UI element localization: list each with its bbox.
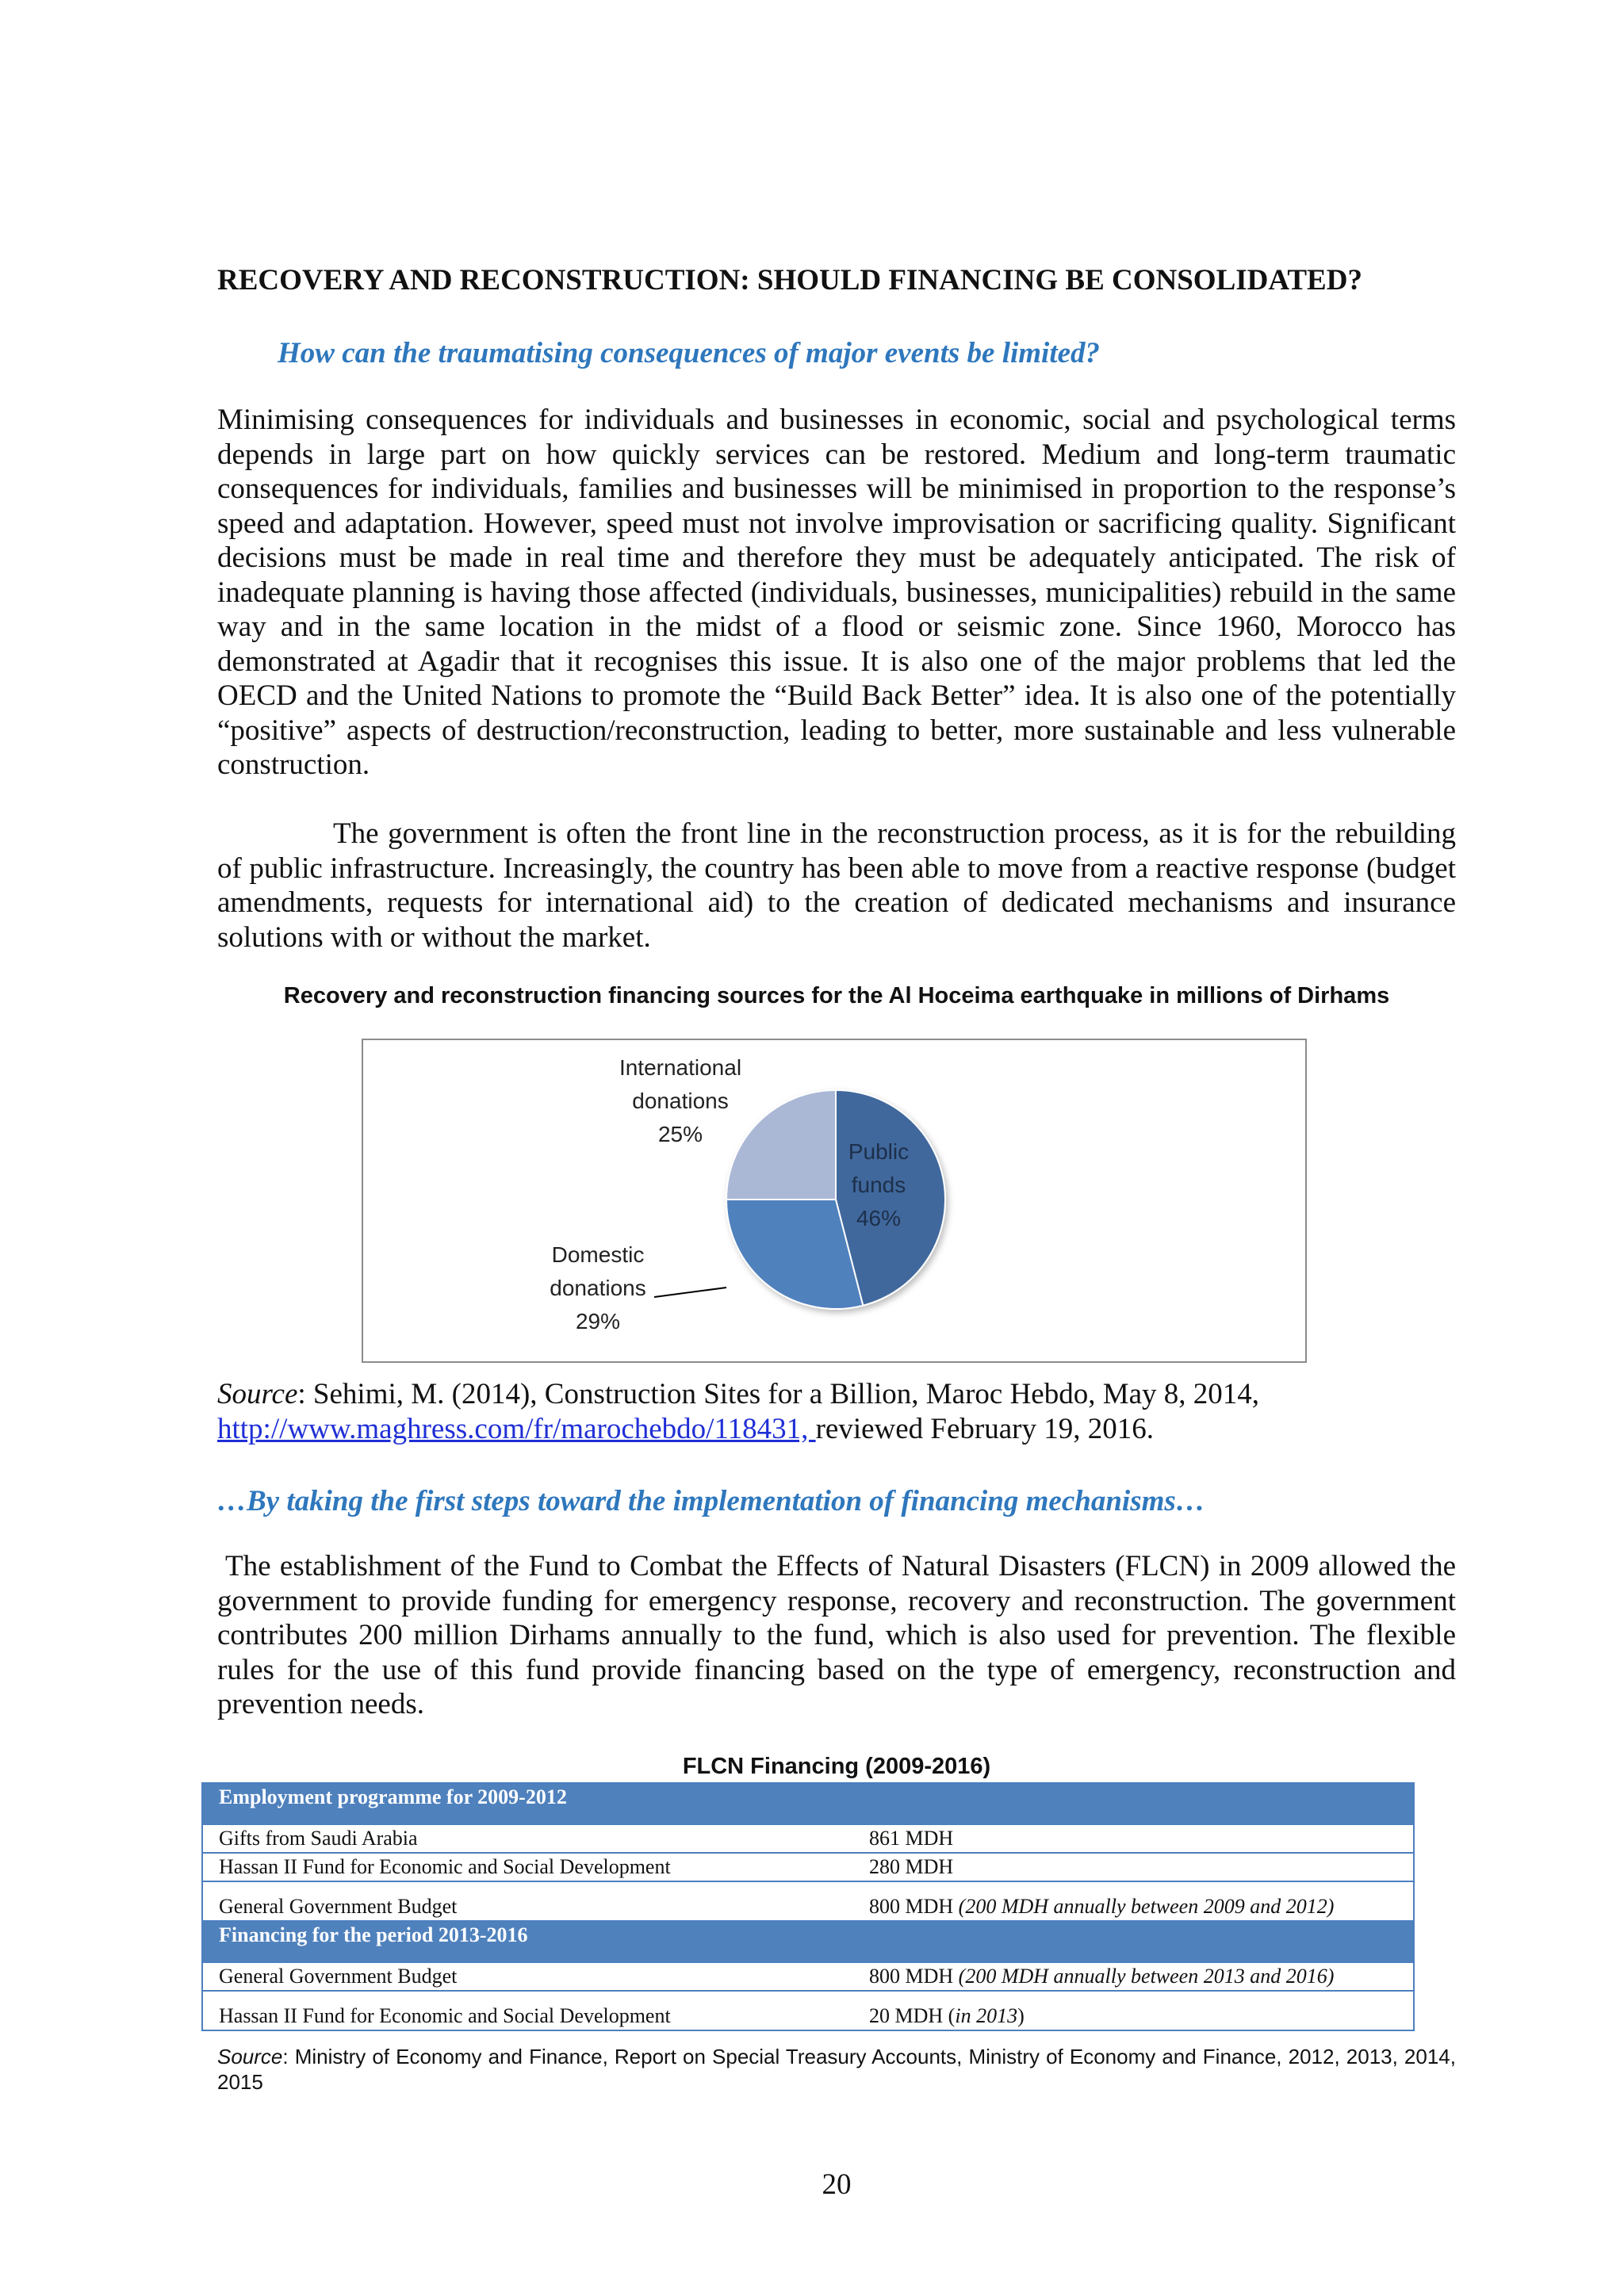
row-amount: 280 MDH xyxy=(853,1853,1414,1881)
domestic-leader-line xyxy=(654,1288,726,1297)
pie-chart xyxy=(363,1040,1305,1361)
section-header-2013-2016: Financing for the period 2013-2016 xyxy=(202,1921,1414,1962)
section-heading: RECOVERY AND RECONSTRUCTION: SHOULD FINANCING BE CONSOLIDATED? xyxy=(217,264,1362,297)
row-note-close: ) xyxy=(1017,2004,1025,2027)
source-link[interactable]: http://www.maghress.com/fr/marochebdo/118431, xyxy=(217,1413,816,1445)
chart-source xyxy=(217,1377,1456,1447)
table-row xyxy=(202,1962,1414,1991)
label-public-line1: Public xyxy=(848,1139,910,1164)
table-row xyxy=(202,1991,1414,2030)
label-international-line2: donations xyxy=(632,1089,729,1113)
row-note: (200 MDH annually between 2013 and 2016) xyxy=(958,1965,1335,1988)
row-note: in 2013 xyxy=(955,2004,1018,2027)
table-title: FLCN Financing (2009-2016) xyxy=(682,1754,991,1779)
source-label: Source xyxy=(217,1378,298,1410)
row-amount-cell xyxy=(853,1881,1414,1921)
section-header-2009-2012: Employment programme for 2009-2012 xyxy=(202,1783,1414,1824)
row-amount: 861 MDH xyxy=(853,1824,1414,1853)
row-label: Hassan II Fund for Economic and Social Development xyxy=(202,1991,853,2030)
table-row xyxy=(202,1824,1414,1853)
chart-title: Recovery and reconstruction financing sources for the Al Hoceima earthquake in millions of Dirhams xyxy=(283,983,1390,1008)
subheading-financing: …By taking the first steps toward the implementation of financing mechanisms… xyxy=(217,1485,1205,1517)
table-row xyxy=(202,1881,1414,1921)
source-text: : Sehimi, M. (2014), Construction Sites for a Billion, Maroc Hebdo, May 8, 2014, xyxy=(297,1378,1260,1410)
paragraph-2: The government is often the front line in the reconstruction process, as it is for the rebuilding of public infrastructure. Increasingly, the country has been able to move from a reactive response (budget amendments, requests for international aid) to the creation of dedicated mechanisms and insurance solutions with or without the market. xyxy=(217,817,1456,954)
table-source-text: : Ministry of Economy and Finance, Report on Special Treasury Accounts, Ministry of Economy and Finance, 2012, 2013, 2014, 2015 xyxy=(217,2045,1456,2094)
row-amount: 800 MDH xyxy=(869,1895,959,1918)
pie-slice-international-donations xyxy=(726,1090,836,1200)
paragraph-3: The establishment of the Fund to Combat the Effects of Natural Disasters (FLCN) in 2009 allowed the government to provide funding for emergency response, recovery and reconstruction. The government contributes 200 million Dirhams annually to the fund, which is also used for prevention. The flexible rules for the use of this fund provide financing based on the type of emergency, reconstruction and prevention needs. xyxy=(217,1550,1456,1720)
pie-chart-frame xyxy=(362,1039,1307,1363)
subheading-question: How can the traumatising consequences of major events be limited? xyxy=(278,337,1101,369)
row-label: Hassan II Fund for Economic and Social Development xyxy=(202,1853,853,1881)
label-domestic-line1: Domestic xyxy=(551,1242,645,1267)
row-label: Gifts from Saudi Arabia xyxy=(202,1824,853,1853)
source-after: reviewed February 19, 2016. xyxy=(815,1413,1154,1445)
page-number: 20 xyxy=(822,2168,852,2201)
row-note: (200 MDH annually between 2009 and 2012) xyxy=(958,1895,1335,1918)
label-domestic-line2: donations xyxy=(550,1276,646,1300)
label-domestic-pct: 29% xyxy=(575,1309,621,1334)
table-row xyxy=(202,1853,1414,1881)
row-label: General Government Budget xyxy=(202,1881,853,1921)
row-label: General Government Budget xyxy=(202,1962,853,1991)
label-public-pct: 46% xyxy=(856,1206,902,1230)
row-amount-cell xyxy=(853,1991,1414,2030)
flcn-financing-table xyxy=(201,1782,1415,2031)
table-source-label: Source xyxy=(217,2045,283,2068)
label-international-line1: International xyxy=(619,1055,742,1080)
paragraph-1: Minimising consequences for individuals and businesses in economic, social and psychological terms depends in large part on how quickly services can be restored. Medium and long-term traumatic consequences for individuals, families and businesses will be minimised in proportion to the response’s speed and adaptation. However, speed must not involve improvisation or sacrificing quality. Significant decisions must be made in real time and therefore they must be adequately anticipated. The risk of inadequate planning is having those affected (individuals, businesses, municipalities) rebuild in the same way and in the same location in the midst of a flood or seismic zone. Since 1960, Morocco has demonstrated at Agadir that it recognises this issue. It is also one of the major problems that led the OECD and the United Nations to promote the “Build Back Better” idea. It is also one of the potentially “positive” aspects of destruction/reconstruction, leading to better, more sustainable and less vulnerable construction. xyxy=(217,404,1456,781)
row-amount: 20 MDH ( xyxy=(869,2004,956,2027)
row-amount-cell xyxy=(853,1962,1414,1991)
table-section-row xyxy=(202,1783,1414,1824)
table-source xyxy=(217,2044,1456,2095)
table-section-row xyxy=(202,1921,1414,1962)
label-international-pct: 25% xyxy=(657,1122,703,1146)
label-public-line2: funds xyxy=(851,1173,906,1197)
row-amount: 800 MDH xyxy=(869,1965,959,1988)
